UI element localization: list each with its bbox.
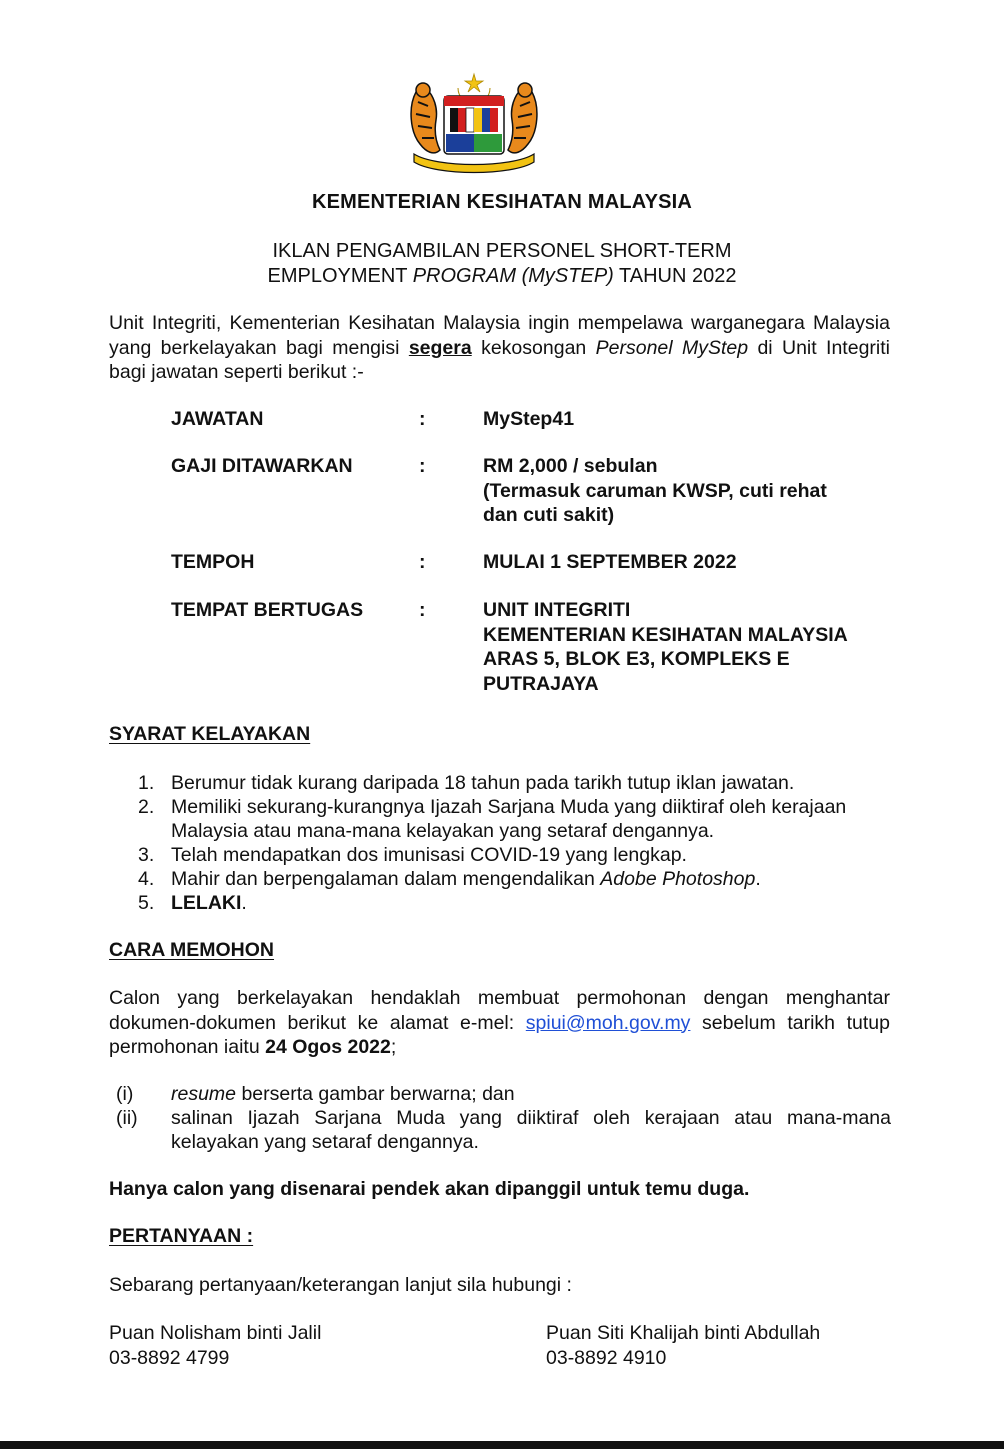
- list-text: salinan Ijazah Sarjana Muda yang diiktiraf oleh kerajaan atau mana-mana kelayakan yang setaraf dengannya.: [171, 1107, 891, 1153]
- list-item: [138, 867, 898, 891]
- list-number: 1.: [138, 772, 155, 794]
- pertanyaan-heading: PERTANYAAN :: [109, 1225, 254, 1247]
- list-text: Memiliki sekurang-kurangnya Ijazah Sarjana Muda yang diiktiraf oleh kerajaan Malaysia atau mana-mana kelayakan yang setaraf dengannya.: [171, 796, 847, 842]
- detail-label: TEMPOH: [171, 551, 255, 573]
- cara-paragraph: [109, 986, 890, 1060]
- cara-text-3: ;: [390, 1036, 397, 1058]
- cara-text: Calon yang berkelayakan hendaklah membuat permohonan dengan menghantar dokumen-dokumen berikut ke alamat e-mel:: [109, 987, 890, 1034]
- closing-date: 24 Ogos 2022: [265, 1036, 391, 1058]
- syarat-list: [138, 771, 898, 915]
- list-tail: .: [755, 868, 761, 890]
- ministry-title: KEMENTERIAN KESIHATAN MALAYSIA: [311, 191, 693, 213]
- intro-text-2: kekosongan: [471, 336, 596, 359]
- syarat-heading: SYARAT KELAYAKAN: [109, 723, 311, 745]
- title-line-2-italic: PROGRAM (MySTEP): [412, 265, 614, 287]
- intro-emphasis: segera: [408, 336, 472, 359]
- list-text: Telah mendapatkan dos imunisasi COVID-19 yang lengkap.: [171, 844, 687, 866]
- location-line-1: UNIT INTEGRITI: [483, 599, 631, 621]
- list-item: [138, 795, 898, 843]
- salary-note-1: (Termasuk caruman KWSP, cuti rehat: [483, 479, 827, 502]
- intro-paragraph: [109, 311, 890, 385]
- list-item: [116, 1106, 891, 1154]
- malaysia-coat-of-arms-icon: [406, 72, 542, 176]
- detail-colon: :: [419, 599, 426, 621]
- detail-label: TEMPAT BERTUGAS: [171, 599, 364, 621]
- list-number: (ii): [116, 1107, 138, 1129]
- list-italic: Adobe Photoshop: [600, 868, 756, 890]
- detail-value: MULAI 1 SEPTEMBER 2022: [483, 551, 737, 573]
- list-text: berserta gambar berwarna; dan: [236, 1083, 515, 1105]
- cara-heading: CARA MEMOHON: [109, 939, 275, 961]
- list-number: 2.: [138, 796, 155, 818]
- list-text: Berumur tidak kurang daripada 18 tahun pada tarikh tutup iklan jawatan.: [171, 772, 795, 794]
- bottom-edge: [0, 1441, 1004, 1449]
- contact-phone: 03-8892 4910: [546, 1346, 667, 1369]
- salary-amount: RM 2,000 / sebulan: [483, 455, 658, 477]
- location-line-3: ARAS 5, BLOK E3, KOMPLEKS E: [483, 648, 790, 670]
- intro-text-3: di Unit Integriti bagi jawatan seperti berikut :-: [109, 336, 890, 383]
- detail-colon: :: [419, 455, 426, 477]
- list-item: [138, 891, 898, 915]
- cara-text-2: sebelum tarikh tutup permohonan iaitu: [109, 1011, 891, 1058]
- contact-name: Puan Siti Khalijah binti Abdullah: [546, 1322, 821, 1344]
- list-number: (i): [116, 1083, 134, 1105]
- shortlist-notice: Hanya calon yang disenarai pendek akan dipanggil untuk temu duga.: [109, 1178, 750, 1200]
- title-line-2-text: EMPLOYMENT: [267, 265, 413, 287]
- intro-text: Unit Integriti, Kementerian Kesihatan Malaysia ingin mempelawa warganegara Malaysia yang berkelayakan bagi mengisi: [109, 312, 890, 359]
- list-tail: .: [241, 892, 247, 914]
- detail-value: [483, 454, 903, 528]
- detail-colon: :: [419, 551, 426, 573]
- list-number: 5.: [138, 892, 155, 914]
- salary-note-2: dan cuti sakit): [483, 504, 615, 526]
- pertanyaan-text: Sebarang pertanyaan/keterangan lanjut sila hubungi :: [109, 1274, 572, 1296]
- cara-list: [116, 1082, 891, 1154]
- title-line-2: [0, 264, 1004, 289]
- intro-italic: Personel MyStep: [595, 336, 749, 359]
- location-line-4: PUTRAJAYA: [483, 672, 599, 695]
- list-item: [138, 843, 898, 867]
- list-item: [116, 1082, 891, 1106]
- list-number: 4.: [138, 868, 155, 890]
- contact-1: [109, 1321, 321, 1370]
- list-text: Mahir dan berpengalaman dalam mengendalikan: [171, 868, 601, 890]
- list-bold: LELAKI: [171, 892, 242, 914]
- detail-colon: :: [419, 408, 426, 430]
- detail-value: MyStep41: [483, 408, 575, 430]
- contact-phone: 03-8892 4799: [109, 1346, 230, 1369]
- list-number: 3.: [138, 844, 155, 866]
- list-italic: resume: [171, 1083, 237, 1105]
- title-line-1: IKLAN PENGAMBILAN PERSONEL SHORT-TERM: [272, 240, 732, 262]
- advertisement-title: [0, 239, 1004, 289]
- detail-label: JAWATAN: [171, 408, 264, 430]
- list-item: [138, 771, 898, 795]
- title-line-2-year: TAHUN 2022: [613, 265, 737, 287]
- contact-2: [546, 1321, 820, 1370]
- email-link[interactable]: spiui@moh.gov.my: [525, 1011, 691, 1034]
- contact-name: Puan Nolisham binti Jalil: [109, 1322, 322, 1344]
- location-line-2: KEMENTERIAN KESIHATAN MALAYSIA: [483, 623, 848, 646]
- detail-value: [483, 598, 903, 696]
- detail-label: GAJI DITAWARKAN: [171, 455, 353, 477]
